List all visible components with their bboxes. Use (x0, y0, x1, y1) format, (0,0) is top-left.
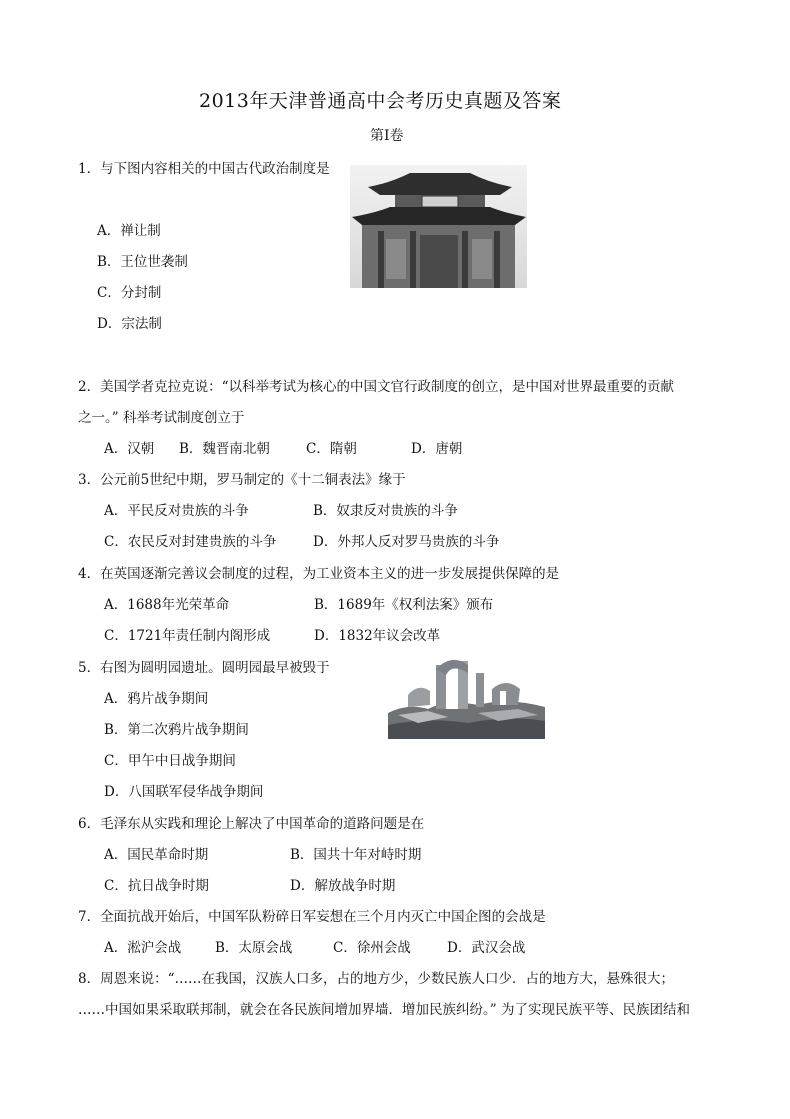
q2-option-c[interactable]: C．隋朝 (306, 441, 357, 457)
q5-option-c[interactable]: C．甲午中日战争期间 (104, 753, 236, 769)
q4-option-d[interactable]: D．1832年议会改革 (314, 628, 441, 644)
page-title: 2013年天津普通高中会考历史真题及答案 (199, 90, 562, 112)
q5-option-b[interactable]: B．第二次鸦片战争期间 (104, 722, 249, 738)
q3-option-d[interactable]: D．外邦人反对罗马贵族的斗争 (313, 534, 500, 550)
q1-option-b[interactable]: B．王位世袭制 (97, 254, 188, 270)
q4-option-a[interactable]: A．1688年光荣革命 (104, 597, 230, 613)
q7-option-a[interactable]: A．淞沪会战 (104, 940, 182, 956)
q6-option-d[interactable]: D．解放战争时期 (290, 878, 396, 894)
q2-option-b[interactable]: B．魏晋南北朝 (179, 441, 270, 457)
q6-option-b[interactable]: B．国共十年对峙时期 (290, 847, 422, 863)
question-6-stem: 6．毛泽东从实践和理论上解决了中国革命的道路问题是在 (78, 816, 425, 832)
question-2-stem-line1: 2．美国学者克拉克说：“以科举考试为核心的中国文官行政制度的创立，是中国对世界最重要的贡献 (78, 379, 674, 395)
q3-option-a[interactable]: A．平民反对贵族的斗争 (104, 503, 249, 519)
question-5-stem: 5．右图为圆明园遗址。圆明园最早被毁于 (78, 660, 330, 676)
q4-option-b[interactable]: B．1689年《权利法案》颁布 (314, 597, 494, 613)
q6-option-a[interactable]: A．国民革命时期 (104, 847, 209, 863)
q6-option-c[interactable]: C．抗日战争时期 (104, 878, 209, 894)
q7-option-b[interactable]: B．太原会战 (215, 940, 293, 956)
question-7-stem: 7．全面抗战开始后，中国军队粉碎日军妄想在三个月内灭亡中国企图的会战是 (78, 909, 546, 925)
q5-option-d[interactable]: D．八国联军侵华战争期间 (104, 784, 264, 800)
q1-option-a[interactable]: A．禅让制 (97, 223, 161, 239)
q2-option-a[interactable]: A．汉朝 (104, 441, 155, 457)
q7-option-c[interactable]: C．徐州会战 (333, 940, 411, 956)
question-8-stem-line1: 8．周恩来说：“……在我国，汉族人口多，占的地方少，少数民族人口少．占的地方大，悬殊很大； (78, 971, 674, 987)
question-1-stem: 1．与下图内容相关的中国古代政治制度是 (78, 161, 330, 177)
question-8-stem-line2: ……中国如果采取联邦制，就会在各民族间增加界墙．增加民族纠纷。” 为了实现民族平等、民族团结和 (78, 1002, 690, 1018)
q3-option-b[interactable]: B．奴隶反对贵族的斗争 (313, 503, 458, 519)
ruins-photo-icon (388, 655, 545, 739)
q4-option-c[interactable]: C．1721年责任制内阁形成 (104, 628, 271, 644)
question-4-stem: 4．在英国逐渐完善议会制度的过程，为工业资本主义的进一步发展提供保障的是 (78, 566, 560, 582)
q1-option-c[interactable]: C．分封制 (97, 285, 162, 301)
ancient-hall-photo-icon (350, 165, 527, 288)
question-3-stem: 3．公元前5世纪中期，罗马制定的《十二铜表法》缘于 (78, 472, 406, 488)
q5-option-a[interactable]: A．鸦片战争期间 (104, 691, 209, 707)
q3-option-c[interactable]: C．农民反对封建贵族的斗争 (104, 534, 277, 550)
q7-option-d[interactable]: D．武汉会战 (447, 940, 526, 956)
section-label: 第Ⅰ卷 (370, 128, 404, 144)
q2-option-d[interactable]: D．唐朝 (411, 441, 463, 457)
question-2-stem-line2: 之一。” 科举考试制度创立于 (78, 410, 245, 426)
q1-option-d[interactable]: D．宗法制 (97, 316, 162, 332)
